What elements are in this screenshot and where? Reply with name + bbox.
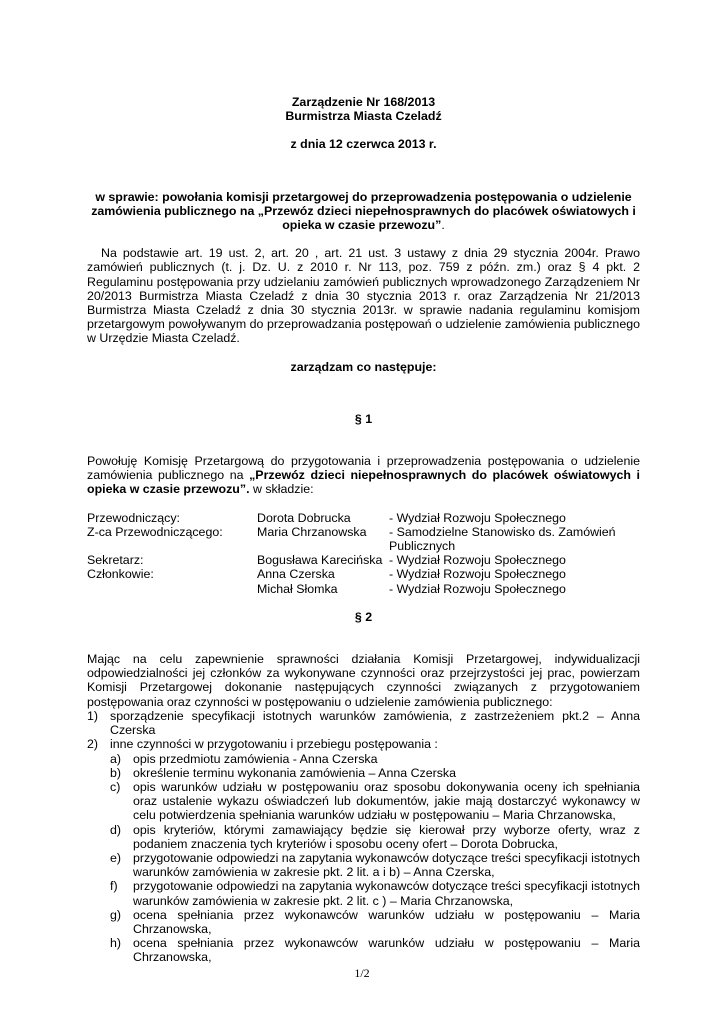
member-department: - Wydział Rozwoju Społecznego bbox=[389, 567, 566, 582]
sub-list-item-text: opis przedmiotu zamówienia - Anna Czerska bbox=[133, 751, 378, 766]
member-department: - Wydział Rozwoju Społecznego bbox=[389, 581, 566, 596]
subject-suffix: . bbox=[441, 218, 445, 233]
sub-list-item-text: opis warunków udziału w postępowaniu oraz sposobu dokonywania oceny ich spełniania oraz ustalenie wykazu oświadczeń lub dokumentów, jakie mają dostarczyć wykonawcy w celu potwierdzenia spełniania warunków udziału w postępowaniu – Maria Chrzanowska, bbox=[133, 779, 640, 823]
list-item-text: sporządzenie specyfikacji istotnych warunków zamówienia, z zastrzeżeniem pkt.2 – Anna Czerska bbox=[110, 708, 640, 738]
member-name: Bogusława Karecińska bbox=[257, 553, 383, 568]
sub-list-item-letter: d) bbox=[110, 822, 122, 837]
sub-list-item bbox=[110, 780, 640, 823]
section-1-intro-prefix: Powołuję Komisję Przetargową do przygotowania i przeprowadzenia postępowania o udzielenie zamówienia publicznego na bbox=[87, 454, 640, 483]
member-name: Maria Chrzanowska bbox=[257, 524, 367, 539]
member-row bbox=[87, 525, 640, 553]
decree-date: z dnia 12 czerwca 2013 r. bbox=[290, 137, 437, 152]
sub-list-item-letter: b) bbox=[110, 765, 122, 780]
list-item-number: 1) bbox=[87, 708, 99, 723]
section-1-intro bbox=[87, 454, 640, 497]
section-1-intro-suffix: w składzie: bbox=[249, 482, 314, 497]
sub-list-item-text: ocena spełniania przez wykonawców warunków udziału w postępowaniu – Maria Chrzanowska, bbox=[133, 907, 640, 936]
member-department: - Samodzielne Stanowisko ds. Zamówień Publicznych bbox=[389, 524, 616, 554]
member-name: Michał Słomka bbox=[257, 581, 338, 596]
sub-list-item-text: ocena spełniania przez wykonawców warunków udziału w postępowaniu – Maria Chrzanowska, bbox=[133, 936, 640, 965]
sub-list-item-text: przygotowanie odpowiedzi na zapytania wykonawców dotyczące treści specyfikacji istotnych warunków zamówienia w zakresie pkt. 2 lit. c ) – Maria Chrzanowska, bbox=[133, 879, 640, 908]
sub-list-item-text: określenie terminu wykonania zamówienia – Anna Czerska bbox=[133, 765, 457, 780]
member-role: Sekretarz: bbox=[87, 553, 144, 568]
sub-list-item bbox=[110, 879, 640, 907]
member-role: Z-ca Przewodniczącego: bbox=[87, 524, 223, 539]
list-item-number: 2) bbox=[87, 737, 99, 752]
member-role: Przewodniczący: bbox=[87, 510, 180, 525]
sub-list-item-letter: h) bbox=[110, 936, 122, 951]
page-number: 1/2 bbox=[354, 966, 370, 980]
document-page bbox=[87, 95, 640, 965]
sub-list-item-letter: a) bbox=[110, 751, 122, 766]
sub-list-item-letter: g) bbox=[110, 907, 122, 922]
duties-list bbox=[87, 709, 640, 965]
issuer: Burmistrza Miasta Czeladź bbox=[285, 109, 442, 124]
member-role bbox=[87, 582, 257, 596]
member-row bbox=[87, 582, 640, 596]
section-2-intro: Mając na celu zapewnienie sprawności działania Komisji Przetargowej, indywidualizacji odpowiedzialności jej członków za wykonywane czynności oraz przejrzystości jej prac, powierzam Komisji Przetargowej dokonanie następujących czynności związanych z przygotowaniem postępowania oraz czynności w postępowaniu o udzielenie zamówienia publicznego: bbox=[87, 652, 640, 709]
sub-list-item-text: przygotowanie odpowiedzi na zapytania wykonawców dotyczące treści specyfikacji istotnych warunków zamówienia w zakresie pkt. 2 lit. a i b) – Anna Czerska, bbox=[133, 850, 640, 880]
member-department: - Wydział Rozwoju Społecznego bbox=[389, 510, 566, 525]
member-role: Członkowie: bbox=[87, 567, 154, 582]
committee-members-table bbox=[87, 511, 640, 596]
preamble: Na podstawie art. 19 ust. 2, art. 20 , art. 21 ust. 3 ustawy z dnia 29 stycznia 2004r. Prawo zamówień publicznych (t. j. Dz. U. z 2010 r. Nr 113, poz. 759 z późn. zm.) oraz § 4 pkt. 2 Regulaminu postępowania przy udzielaniu zamówień publicznych wprowadzonego Zarządzeniem Nr 20/2013 Burmistrza Miasta Czeladź z dnia 30 stycznia 2013 r. oraz Zarządzenia Nr 21/2013 Burmistrza Miasta Czeladź z dnia 30 stycznia 2013r. w sprawie nadania regulaminu komisjom przetargowym powoływanym do przeprowadzania postępowań o udzielenie zamówienia publicznego w Urzędzie Miasta Czeladź. bbox=[87, 246, 640, 346]
sub-list-item-letter: c) bbox=[110, 779, 121, 794]
sub-list-item bbox=[110, 823, 640, 851]
sub-list-item-text: opis kryteriów, którymi zamawiający będzie się kierował przy wyborze oferty, wraz z podaniem znaczenia tych kryteriów i sposobu oceny ofert – Dorota Dobrucka, bbox=[133, 822, 640, 851]
sub-list-item bbox=[110, 766, 640, 780]
subject-title: „Przewóz dzieci niepełnosprawnych do placówek oświatowych i opieka w czasie przewozu” bbox=[257, 203, 636, 233]
list-item-text: inne czynności w przygotowaniu i przebiegu postępowania : bbox=[110, 737, 438, 752]
decree-subject bbox=[87, 190, 640, 233]
list-item bbox=[87, 709, 640, 737]
member-name: Anna Czerska bbox=[257, 567, 335, 582]
member-department: - Wydział Rozwoju Społecznego bbox=[389, 553, 566, 568]
subject-prefix: w sprawie: powołania komisji przetargowej do przeprowadzenia postępowania o udzielenie zamówienia publicznego na bbox=[91, 189, 632, 218]
member-row bbox=[87, 567, 640, 581]
sub-list-item bbox=[110, 908, 640, 936]
section-1-intro-title: „Przewóz dzieci niepełnosprawnych do placówek oświatowych i opieka w czasie przewozu”. bbox=[87, 468, 640, 497]
decree-clause: zarządzam co następuje: bbox=[290, 359, 437, 374]
member-row bbox=[87, 553, 640, 567]
sub-list-item bbox=[110, 936, 640, 964]
member-row bbox=[87, 511, 640, 525]
section-1-heading: § 1 bbox=[354, 411, 373, 426]
member-name: Dorota Dobrucka bbox=[257, 510, 351, 525]
section-2-heading: § 2 bbox=[354, 609, 373, 624]
sub-list-item-letter: e) bbox=[110, 850, 122, 865]
sub-list-item bbox=[110, 752, 640, 766]
list-item bbox=[87, 737, 640, 964]
sub-duties-list bbox=[110, 752, 640, 965]
decree-number: Zarządzenie Nr 168/2013 bbox=[291, 95, 436, 109]
sub-list-item-letter: f) bbox=[110, 879, 118, 894]
sub-list-item bbox=[110, 851, 640, 879]
